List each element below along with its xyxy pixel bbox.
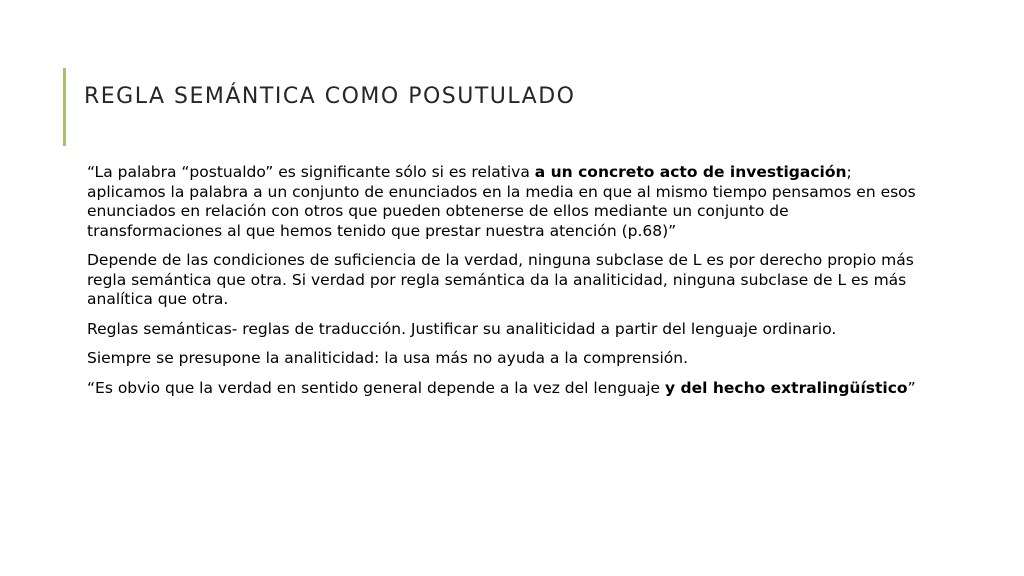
slide-title: REGLA SEMÁNTICA COMO POSUTULADO [84, 84, 576, 109]
paragraph-2: Depende de las condiciones de suficiencia de la verdad, ninguna subclase de L es por derecho propio más regla semántica que otra. Si verdad por regla semántica da la analiticidad, ninguna subclase de L es más analítica que otra. [87, 251, 914, 308]
quote-1-text-end: ; aplicamos la palabra a un conjunto de enunciados en la media en que al mismo tiempo pensamos en esos enunciados en relación con otros que pueden obtenerse de ellos mediante un conjunto de transformaciones al que hemos tenido que prestar nuestra atención (p.68)” [87, 163, 916, 240]
paragraph-4: Siempre se presupone la analiticidad: la usa más no ayuda a la comprensión. [87, 349, 689, 367]
quote-5-text-end: ” [907, 378, 916, 397]
quote-5-text-start: “Es obvio que la verdad en sentido general depende a la vez del lenguaje [87, 378, 666, 397]
quote-paragraph-5 [87, 379, 917, 399]
quote-paragraph-1 [87, 163, 917, 241]
quote-1-emphasis: a un concreto acto de investigación [534, 163, 847, 181]
accent-bar [63, 68, 66, 146]
quote-5-emphasis: y del hecho extralingüístico [665, 378, 908, 397]
paragraph-3: Reglas semánticas- reglas de traducción. Justificar su analiticidad a partir del lenguaje ordinario. [87, 319, 837, 338]
slide-content [87, 163, 917, 408]
quote-1-text-start: “La palabra “postualdo” es significante sólo si es relativa [87, 163, 535, 181]
